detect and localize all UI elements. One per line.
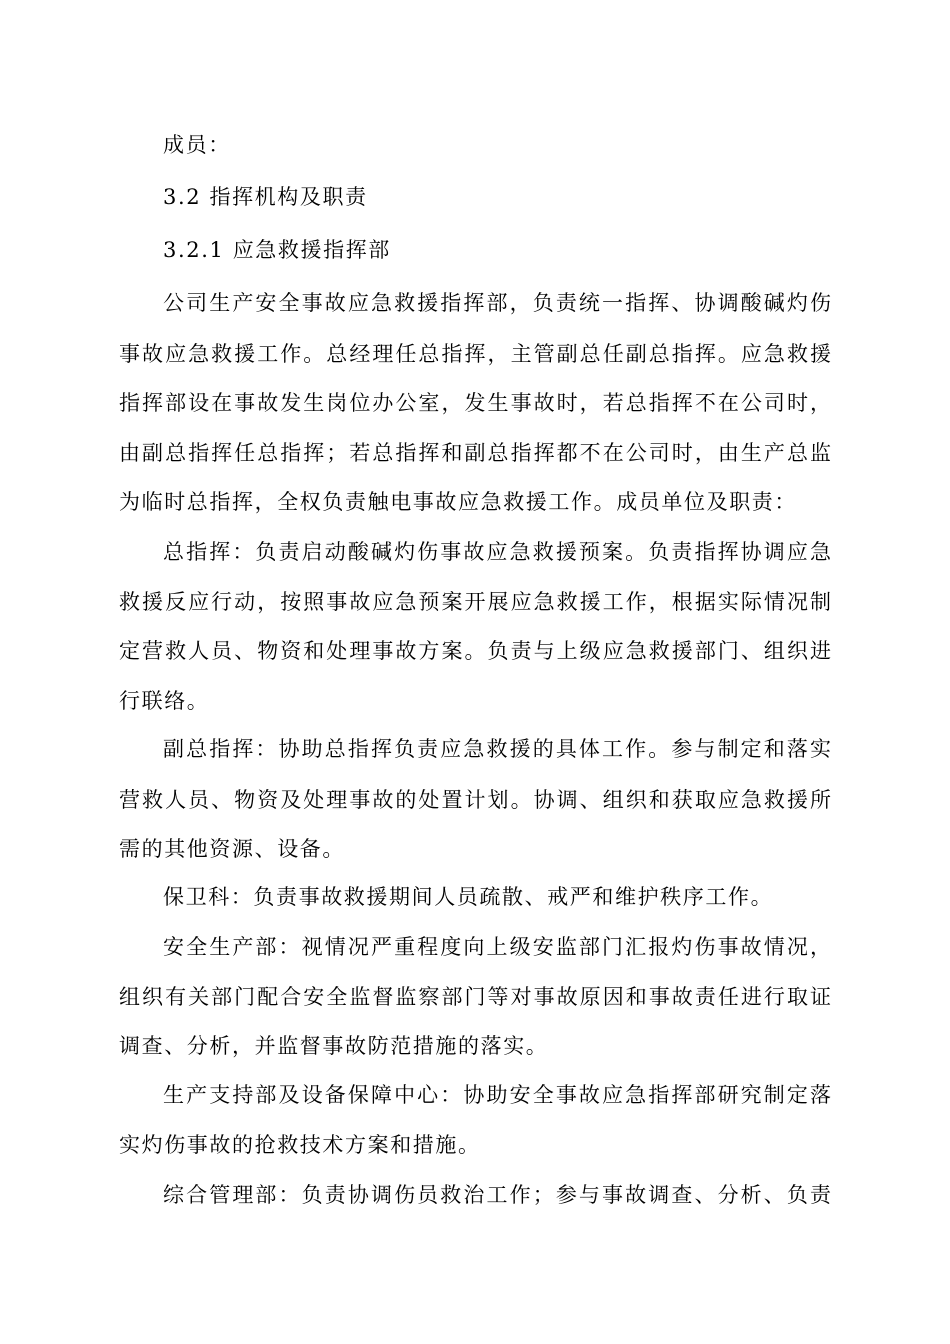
paragraph-line: 副总指挥：协助总指挥负责应急救援的具体工作。参与制定和落实 [163, 737, 831, 761]
paragraph-line: 行联络。 [119, 689, 210, 713]
paragraph-line: 安全生产部：视情况严重程度向上级安监部门汇报灼伤事故情况， [163, 935, 831, 959]
paragraph-line: 综合管理部：负责协调伤员救治工作；参与事故调查、分析、负责 [163, 1183, 831, 1207]
paragraph-line: 事故应急救援工作。总经理任总指挥，主管副总任副总指挥。应急救援 [119, 342, 831, 366]
section-heading-3-2-1: 3.2.1 应急救援指挥部 [163, 238, 391, 262]
paragraph-line: 救援反应行动，按照事故应急预案开展应急救援工作，根据实际情况制 [119, 590, 831, 614]
paragraph-line: 公司生产安全事故应急救援指挥部，负责统一指挥、协调酸碱灼伤 [163, 291, 831, 315]
paragraph-line: 总指挥：负责启动酸碱灼伤事故应急救援预案。负责指挥协调应急 [163, 540, 831, 564]
paragraph-line: 需的其他资源、设备。 [119, 837, 345, 861]
heading-members: 成员： [163, 133, 231, 157]
paragraph-line: 组织有关部门配合安全监督监察部门等对事故原因和事故责任进行取证 [119, 985, 831, 1009]
paragraph-line: 实灼伤事故的抢救技术方案和措施。 [119, 1133, 481, 1157]
paragraph-line: 为临时总指挥，全权负责触电事故应急救援工作。成员单位及职责： [119, 490, 797, 514]
paragraph-line: 营救人员、物资及处理事故的处置计划。协调、组织和获取应急救援所 [119, 788, 831, 812]
paragraph-line: 指挥部设在事故发生岗位办公室，发生事故时，若总指挥不在公司时， [119, 391, 831, 415]
paragraph-line: 由副总指挥任总指挥；若总指挥和副总指挥都不在公司时，由生产总监 [119, 441, 831, 465]
paragraph-line: 定营救人员、物资和处理事故方案。负责与上级应急救援部门、组织进 [119, 639, 831, 663]
paragraph-line: 保卫科：负责事故救援期间人员疏散、戒严和维护秩序工作。 [163, 885, 774, 909]
paragraph-line: 生产支持部及设备保障中心：协助安全事故应急指挥部研究制定落 [163, 1083, 831, 1107]
section-heading-3-2: 3.2 指挥机构及职责 [163, 185, 368, 209]
paragraph-line: 调查、分析，并监督事故防范措施的落实。 [119, 1034, 549, 1058]
